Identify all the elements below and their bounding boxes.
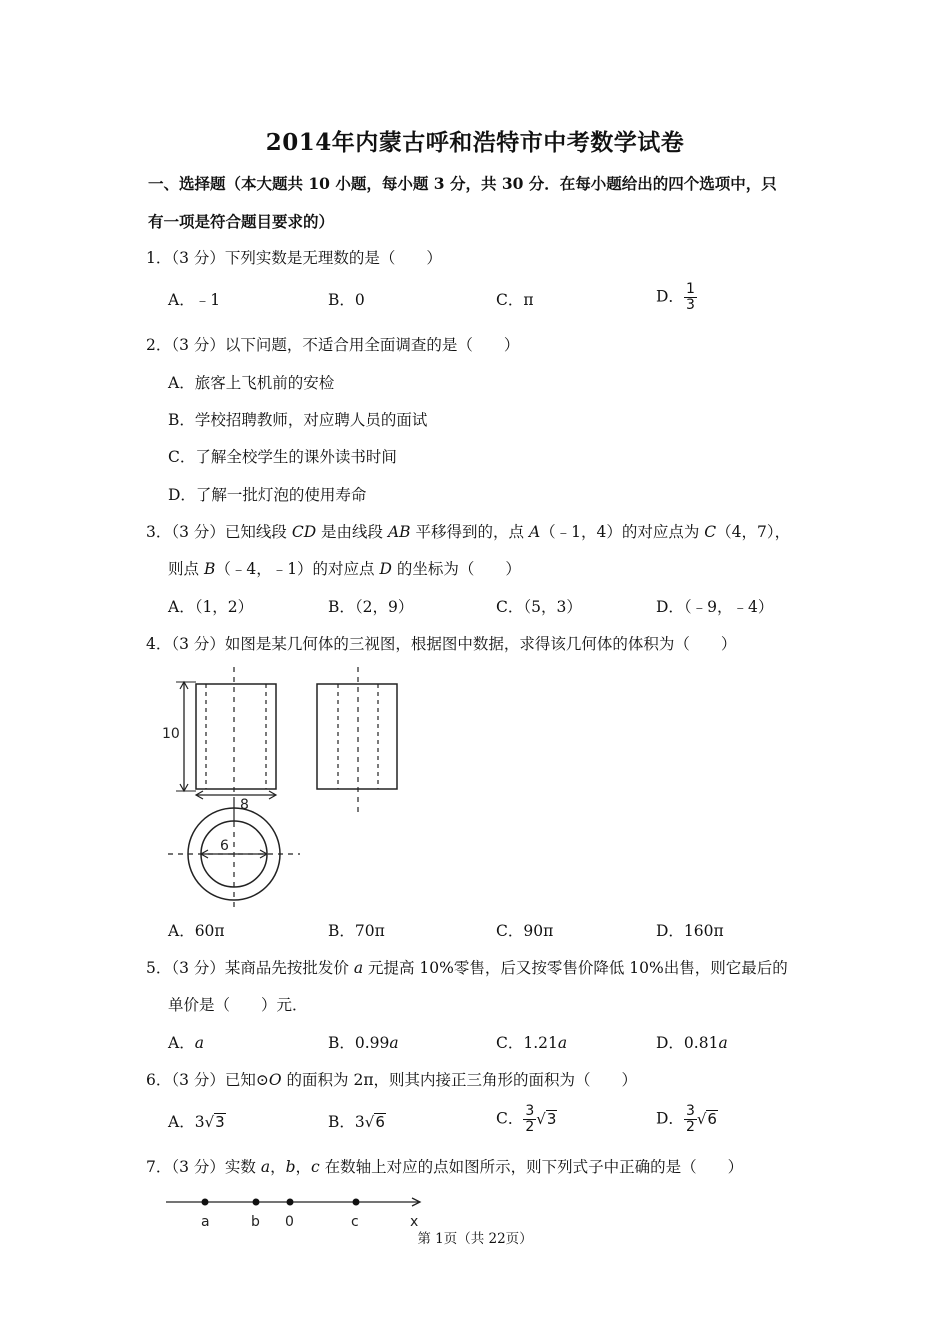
text: （﹣1，4）的对应点为 [540, 523, 705, 541]
var-b: b [285, 1158, 296, 1176]
q2-option-c: C．了解全校学生的课外读书时间 [168, 448, 397, 466]
text: 平移得到的，点 [410, 523, 529, 541]
q1-stem: 1．（3 分）下列实数是无理数的是（ ） [146, 249, 442, 267]
text: A． [168, 1034, 195, 1052]
var-c: c [311, 1158, 320, 1176]
text: B．3 [328, 1113, 365, 1131]
text: 在数轴上对应的点如图所示，则下列式子中正确的是（ ） [319, 1158, 744, 1176]
q3-stem-line1 [146, 522, 790, 542]
text: C． [496, 1109, 524, 1128]
text: ， [270, 1158, 286, 1176]
fraction-denominator: 3 [685, 297, 695, 313]
q2-option-b: B．学校招聘教师，对应聘人员的面试 [168, 411, 428, 429]
q3-option-d: D．（﹣9，﹣4） [656, 598, 774, 616]
side-view [317, 667, 397, 812]
q4-option-c: C．90π [496, 922, 554, 940]
q5-option-b [328, 1033, 399, 1053]
height-label: 10 [162, 726, 180, 742]
q6-option-a [168, 1112, 226, 1132]
page-footer: 第 1页（共 22页） [417, 1231, 533, 1247]
q1-option-a: A．﹣1 [168, 291, 221, 309]
var-a: a [389, 1034, 399, 1052]
text: 3．（3 分）已知线段 [146, 523, 292, 541]
q5-stem-line1 [146, 958, 788, 978]
point-c [353, 1199, 360, 1206]
label-b: b [251, 1214, 260, 1230]
fraction-numerator: 1 [685, 281, 695, 297]
q2-option-d: D．了解一批灯泡的使用寿命 [168, 486, 367, 504]
page-title: 2014年内蒙古呼和浩特市中考数学试卷 [265, 129, 685, 156]
var-a: a [260, 1158, 271, 1176]
text: 是由线段 [316, 523, 388, 541]
q6-stem [146, 1070, 637, 1090]
var-ab: AB [387, 523, 411, 541]
point-zero [287, 1199, 294, 1206]
text: 5．（3 分）某商品先按批发价 [146, 959, 354, 977]
side-view-outline [317, 684, 397, 789]
var-a: a [353, 959, 364, 977]
text: 6．（3 分）已知⊙ [146, 1071, 269, 1089]
text: A．3 [168, 1113, 205, 1131]
q6-option-c [496, 1104, 557, 1135]
q5-option-c [496, 1033, 567, 1053]
q1-option-d [656, 282, 697, 313]
label-zero: 0 [285, 1214, 294, 1230]
var-cd: CD [291, 523, 317, 541]
text: 的面积为 2π，则其内接正三角形的面积为（ ） [281, 1071, 638, 1089]
fraction [684, 1104, 697, 1135]
var-o: O [268, 1071, 282, 1089]
var-b: B [203, 560, 216, 578]
text: D． [656, 1109, 684, 1128]
sqrt: √6 [364, 1113, 385, 1131]
inner-diameter-label: 6 [220, 838, 229, 854]
front-view-outline [196, 684, 276, 789]
width-label: 8 [240, 797, 249, 813]
sqrt: √6 [696, 1109, 717, 1128]
q3-option-a: A．（1，2） [168, 598, 254, 616]
var-a: a [718, 1034, 728, 1052]
label-c: c [351, 1214, 359, 1230]
q5-stem-line2: 单价是（ ）元． [168, 996, 308, 1014]
sqrt: √3 [204, 1113, 225, 1131]
q5-option-a [168, 1033, 204, 1053]
radicand: 3 [546, 1109, 557, 1128]
section-heading-line1: 一、选择题（本大题共 10 小题，每小题 3 分，共 30 分．在每小题给出的四个选项中，只 [148, 174, 777, 193]
text: （﹣4，﹣1）的对应点 [215, 560, 380, 578]
q2-stem: 2．（3 分）以下问题，不适合用全面调查的是（ ） [146, 336, 520, 354]
point-b [253, 1199, 260, 1206]
fraction-numerator: 3 [525, 1103, 535, 1119]
fraction [684, 282, 697, 313]
fraction-numerator: 3 [685, 1103, 695, 1119]
label-a: a [201, 1214, 210, 1230]
var-a: a [557, 1034, 568, 1052]
q7-stem [146, 1157, 743, 1177]
q3-stem-line2 [168, 559, 521, 579]
text: 的坐标为（ ） [391, 560, 521, 578]
text: （4，7）， [716, 523, 791, 541]
var-a: A [528, 523, 541, 541]
label-x: x [410, 1214, 419, 1230]
number-line-figure [162, 1190, 432, 1230]
var-a: a [194, 1034, 204, 1052]
radicand: 6 [707, 1109, 717, 1128]
var-d: D [379, 560, 392, 578]
var-c: C [704, 523, 717, 541]
q4-option-a: A．60π [168, 922, 225, 940]
text: ， [295, 1158, 312, 1176]
text: 则点 [168, 560, 204, 578]
q4-stem: 4．（3 分）如图是某几何体的三视图，根据图中数据，求得该几何体的体积为（ ） [146, 635, 737, 653]
q1-option-b: B．0 [328, 291, 365, 309]
section-heading-line2: 有一项是符合题目要求的） [148, 212, 335, 231]
q5-option-d [656, 1033, 728, 1053]
text: D．0.81 [656, 1034, 719, 1052]
q4-option-d: D．160π [656, 922, 724, 940]
three-view-figure [160, 662, 420, 912]
text: 7．（3 分）实数 [146, 1158, 261, 1176]
q2-option-a: A．旅客上飞机前的安检 [168, 374, 335, 392]
point-a [202, 1199, 209, 1206]
q1-option-d-label: D． [656, 287, 684, 306]
sqrt: √3 [536, 1109, 557, 1128]
front-view [176, 667, 276, 822]
q3-option-c: C．（5，3） [496, 598, 582, 616]
text: 元提高 10%零售，后又按零售价降低 10%出售，则它最后的 [363, 959, 788, 977]
q3-option-b: B．（2，9） [328, 598, 414, 616]
fraction [523, 1104, 536, 1135]
q4-option-b: B．70π [328, 922, 385, 940]
q6-option-b [328, 1112, 386, 1132]
fraction-denominator: 2 [525, 1119, 535, 1135]
fraction-denominator: 2 [685, 1119, 695, 1135]
text: C．1.21 [496, 1034, 558, 1052]
q1-option-c: C．π [496, 291, 534, 309]
radicand: 6 [375, 1113, 385, 1131]
text: B．0.99 [328, 1034, 390, 1052]
q6-option-d [656, 1104, 718, 1135]
radicand: 3 [215, 1113, 225, 1131]
